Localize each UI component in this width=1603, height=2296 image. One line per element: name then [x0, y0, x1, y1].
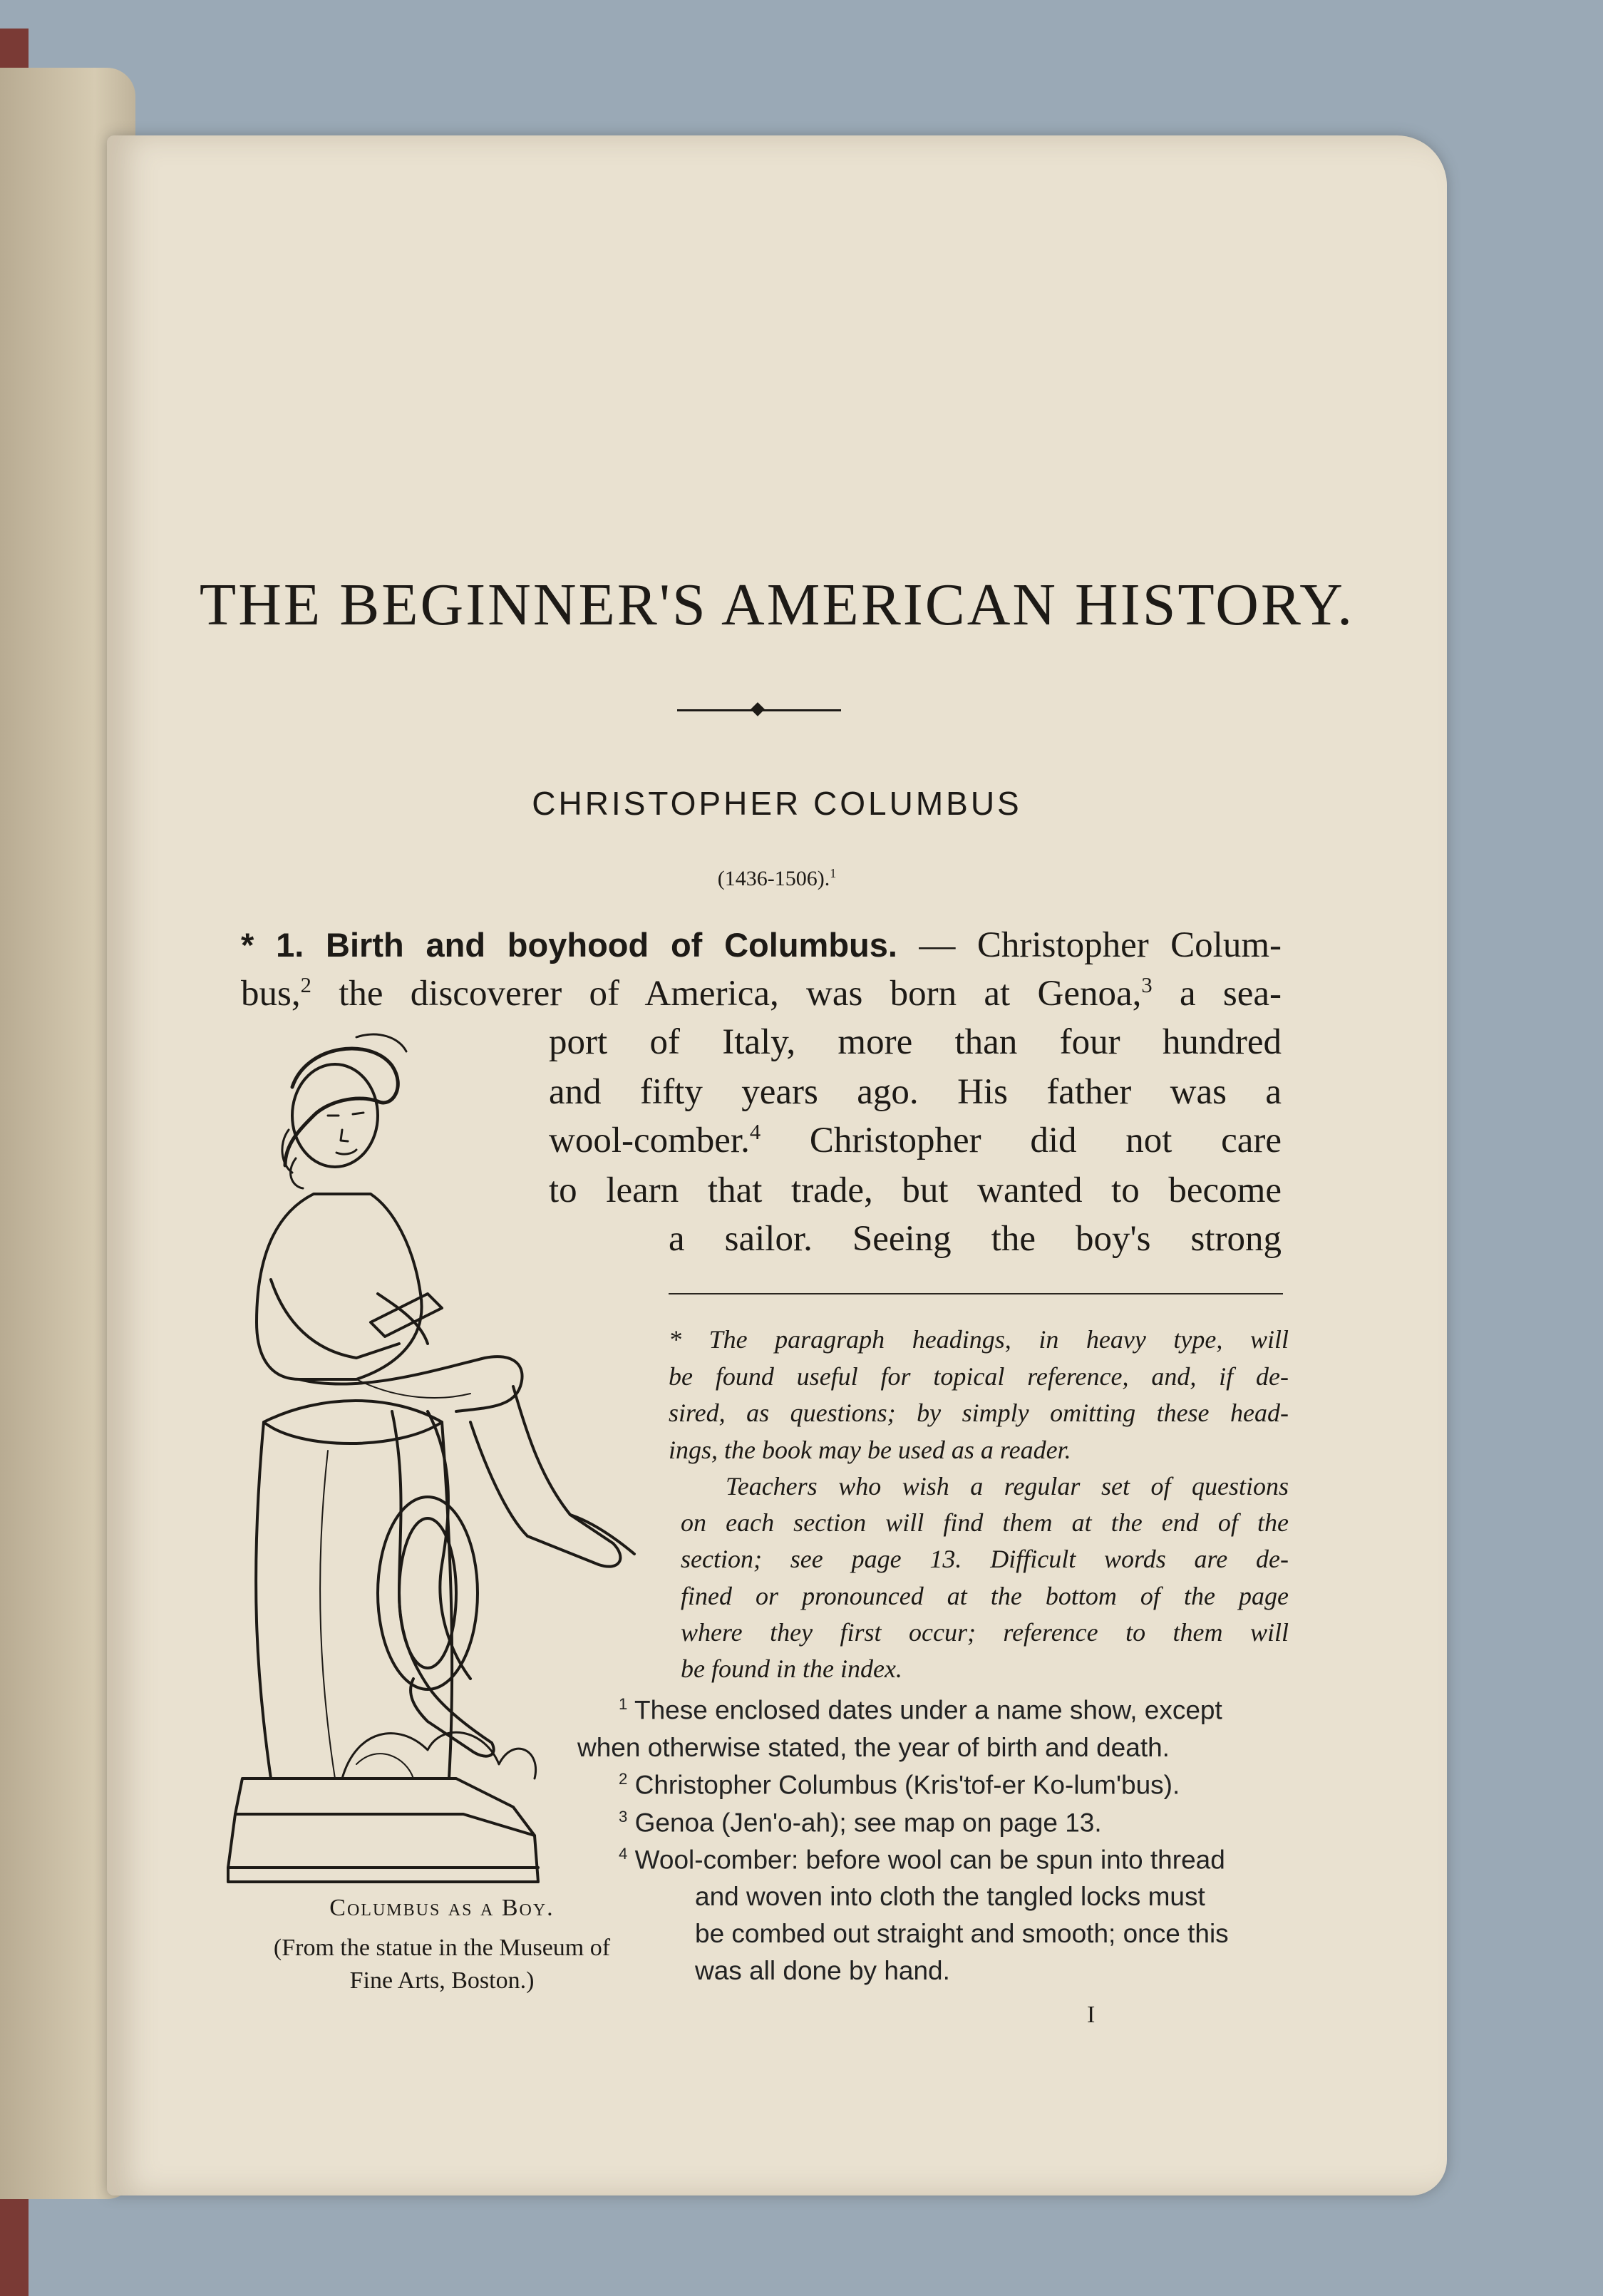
footnote-4: $^4$ Wool-comber: before wool can be spun into thread [619, 1845, 1225, 1875]
columbus-statue-illustration [214, 1023, 670, 1893]
body-line-1: * 1. Birth and boyhood of Columbus. — Christopher Colum- [241, 925, 1282, 965]
note-line-5: Teachers who wish a regular set of questions [726, 1472, 1289, 1500]
chapter-title: CHRISTOPHER COLUMBUS [532, 785, 1022, 822]
body-line-6: to learn that trade, but wanted to become [549, 1170, 1282, 1210]
footnote-rule [669, 1293, 1283, 1294]
note-line-7: section; see page 13. Difficult words are de- [681, 1545, 1289, 1573]
note-line-2: be found useful for topical reference, and, if de- [669, 1362, 1289, 1391]
section-heading: Birth and boyhood of Columbus. [326, 926, 897, 964]
footnote-1: $^1$ These enclosed dates under a name show, except [619, 1695, 1222, 1725]
note-line-8: fined or pronounced at the bottom of the page [681, 1582, 1289, 1610]
section-marker: * 1. [241, 926, 326, 964]
body-line-3: port of Italy, more than four hundred [549, 1022, 1282, 1062]
illustration-caption-title: Columbus as a Boy. [329, 1895, 555, 1921]
book-title: THE BEGINNER'S AMERICAN HISTORY. [199, 572, 1355, 638]
body-line-7: a sailor. Seeing the boy's strong [669, 1219, 1282, 1259]
chapter-dates: (1436-1506).$^1$ [717, 866, 837, 890]
note-line-1: * The paragraph headings, in heavy type, will [669, 1325, 1289, 1354]
footnote-4-cont-1: and woven into cloth the tangled locks must [695, 1882, 1205, 1911]
body-line-4: and fifty years ago. His father was a [549, 1072, 1282, 1112]
page-number: I [1087, 2002, 1096, 2028]
footnote-2: $^2$ Christopher Columbus (Kris'tof-er Ko-lum'bus). [619, 1770, 1180, 1800]
body-line-2: bus,$^2$ the discoverer of America, was born at Genoa,$^3$ a sea- [241, 973, 1282, 1014]
body-line-5: wool-comber.$^4$ Christopher did not care [549, 1120, 1282, 1160]
illustration-caption-line-1: (From the statue in the Museum of [273, 1935, 611, 1961]
footnote-1-cont: when otherwise stated, the year of birth and death. [577, 1733, 1170, 1762]
note-line-3: sired, as questions; by simply omitting these head- [669, 1399, 1289, 1427]
note-line-9: where they first occur; reference to them will [681, 1618, 1289, 1647]
note-line-4: ings, the book may be used as a reader. [669, 1436, 1071, 1464]
note-line-10: be found in the index. [681, 1654, 902, 1683]
note-line-6: on each section will find them at the end of the [681, 1508, 1289, 1537]
illustration-caption-line-2: Fine Arts, Boston.) [349, 1967, 535, 1994]
footnote-4-cont-2: be combed out straight and smooth; once this [695, 1919, 1229, 1948]
footnote-4-cont-3: was all done by hand. [695, 1956, 950, 1985]
footnote-3: $^3$ Genoa (Jen'o-ah); see map on page 13. [619, 1808, 1102, 1838]
